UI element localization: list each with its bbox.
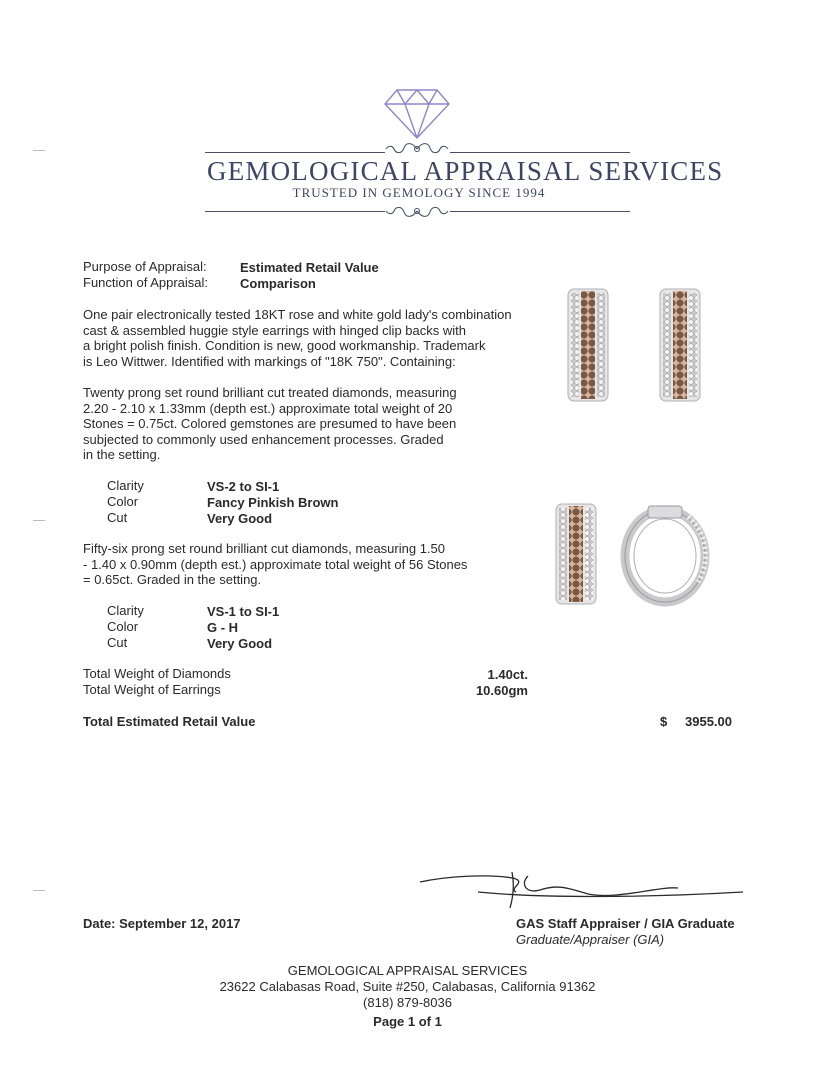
company-name: GEMOLOGICAL APPRAISAL SERVICES — [207, 156, 724, 186]
earring-front-photo — [556, 283, 726, 408]
function-value: Comparison — [240, 276, 316, 291]
header-rule-bottom-right — [450, 211, 630, 212]
diamond-logo-icon — [375, 86, 459, 140]
color-value: Fancy Pinkish Brown — [207, 495, 339, 510]
bottom-flourish-icon — [382, 202, 452, 220]
scan-mark — [33, 520, 45, 521]
footer-company: GEMOLOGICAL APPRAISAL SERVICES — [287, 963, 528, 978]
clarity-label: Clarity — [107, 603, 144, 618]
cut-value: Very Good — [207, 636, 273, 651]
appraiser-title: GAS Staff Appraiser / GIA Graduate — [516, 916, 735, 931]
header-rule-bottom-left — [205, 211, 385, 212]
clarity-value: VS-1 to SI-1 — [207, 604, 280, 619]
footer-phone: (818) 879-8036 — [363, 995, 452, 1010]
currency-symbol: $ — [660, 714, 668, 729]
cut-value: Very Good — [207, 511, 273, 526]
color-label: Color — [107, 619, 139, 634]
total-retail-label: Total Estimated Retail Value — [83, 714, 256, 729]
appraisal-date: Date: September 12, 2017 — [83, 916, 241, 931]
cut-label: Cut — [107, 635, 128, 650]
clarity-label: Clarity — [107, 478, 144, 493]
purpose-value: Estimated Retail Value — [240, 260, 379, 275]
total-diamonds-value: 1.40ct. — [487, 667, 528, 682]
stone-group-1-description: Twenty prong set round brilliant cut treated diamonds, measuring 2.20 - 2.10 x 1.33mm (depth est.) approximate total weight of 20 Stones = 0.75ct. Colored gemstones are presumed to have been subjected to commonly used enhancement processes. Graded in the setting. — [83, 385, 457, 462]
color-value: G - H — [207, 620, 239, 635]
function-label: Function of Appraisal: — [83, 275, 209, 290]
clarity-value: VS-2 to SI-1 — [207, 479, 280, 494]
scan-mark — [33, 890, 45, 891]
earring-side-photo — [548, 500, 728, 610]
stone-group-2-description: Fifty-six prong set round brilliant cut diamonds, measuring 1.50 - 1.40 x 0.90mm (depth est.) approximate total weight of 56 Stones = 0.65ct. Graded in the setting. — [83, 541, 468, 587]
footer-address: 23622 Calabasas Road, Suite #250, Calabasas, California 91362 — [219, 979, 596, 994]
purpose-label: Purpose of Appraisal: — [83, 259, 207, 274]
appraiser-subtitle: Graduate/Appraiser (GIA) — [516, 932, 665, 947]
color-label: Color — [107, 494, 139, 509]
header-rule-top-left — [205, 152, 385, 153]
total-diamonds-label: Total Weight of Diamonds — [83, 666, 231, 681]
total-retail-value: 3955.00 — [685, 714, 732, 729]
company-tagline: TRUSTED IN GEMOLOGY SINCE 1994 — [292, 185, 546, 200]
cut-label: Cut — [107, 510, 128, 525]
total-earrings-value: 10.60gm — [475, 683, 528, 698]
item-description: One pair electronically tested 18KT rose and white gold lady's combination cast & assembled huggie style earrings with hinged clip backs with a bright polish finish. Condition is new, good workmanship. Trademark is Leo Wittwer. Identified with markings of "18K 750". Containing: — [83, 307, 512, 369]
scan-mark — [33, 150, 45, 151]
page-number: Page 1 of 1 — [373, 1014, 442, 1029]
appraiser-signature — [418, 868, 748, 913]
header-rule-top-right — [450, 152, 630, 153]
total-earrings-label: Total Weight of Earrings — [83, 682, 221, 697]
